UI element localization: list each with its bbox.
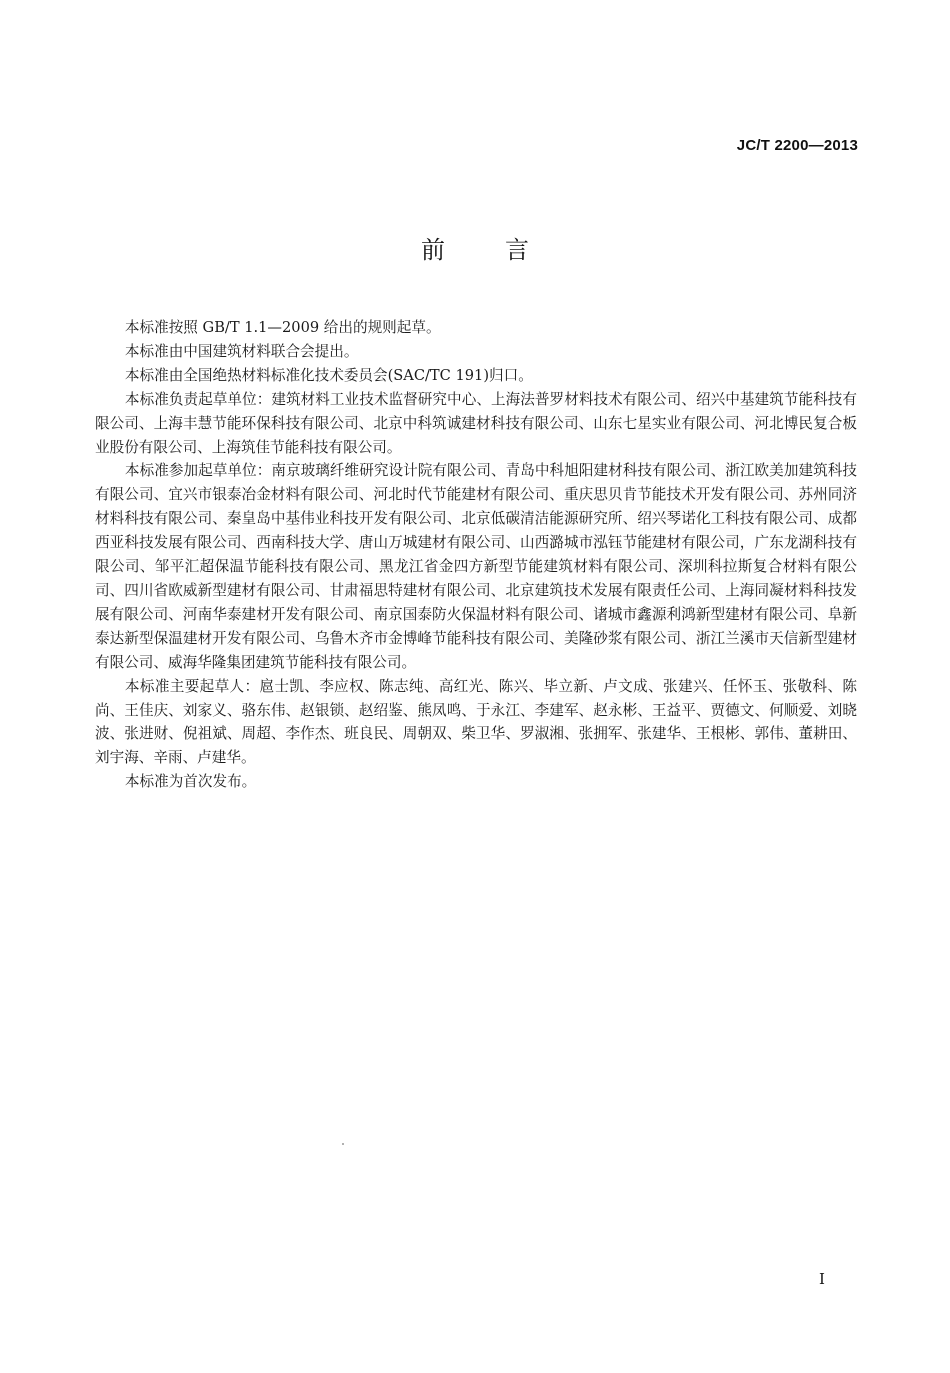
paragraph-under-jurisdiction: 本标准由全国绝热材料标准化技术委员会(SAC/TC 191)归口。: [124, 366, 533, 384]
paragraph-main-drafters: 本标准主要起草人：扈士凯、李应权、陈志纯、高红光、陈兴、毕立新、卢文成、张建兴、任怀玉、张敬科、陈尚、王佳庆、刘家义、骆东伟、赵银锁、赵绍鉴、熊凤鸣、于永江、李建军、赵永彬、王益平、贾德文、何顺爱、刘晓波、张进财、倪祖斌、周超、李作杰、班良民、周朝双、柴卫华、罗淑湘、张拥军、张建华、王根彬、郭伟、董耕田、刘宇海、辛雨、卢建华。: [95, 677, 857, 767]
foreword-body: [95, 316, 857, 794]
standard-code: JC/T 2200—2013: [736, 137, 858, 154]
paragraph-first-release: 本标准为首次发布。: [124, 773, 257, 791]
paragraph-proposed-by: 本标准由中国建筑材料联合会提出。: [124, 342, 359, 360]
paragraph-responsible-units: 本标准负责起草单位：建筑材料工业技术监督研究中心、上海法普罗材料技术有限公司、绍兴中基建筑节能科技有限公司、上海丰慧节能环保科技有限公司、北京中科筑诚建材科技有限公司、山东七星实业有限公司、河北博民复合板业股份有限公司、上海筑佳节能科技有限公司。: [95, 390, 857, 456]
page-title: 前言: [421, 236, 589, 264]
page-number: I: [819, 1270, 825, 1288]
paragraph-participating-units: 本标准参加起草单位：南京玻璃纤维研究设计院有限公司、青岛中科旭阳建材科技有限公司、浙江欧美加建筑科技有限公司、宜兴市银泰冶金材料有限公司、河北时代节能建材有限公司、重庆思贝肯节能技术开发有限公司、苏州同济材料科技有限公司、秦皇岛中基伟业科技开发有限公司、北京低碳清洁能源研究所、绍兴琴诺化工科技有限公司、成都西亚科技发展有限公司、西南科技大学、唐山万城建材有限公司、山西潞城市泓钰节能建材有限公司，广东龙湖科技有限公司、邹平汇超保温节能科技有限公司、黑龙江省金四方新型节能建筑材料有限公司、深圳科拉斯复合材料有限公司、四川省欧威新型建材有限公司、甘肃福思特建材有限公司、北京建筑技术发展有限责任公司、上海同凝材料科技发展有限公司、河南华泰建材开发有限公司、南京国泰防火保温材料有限公司、诸城市鑫源利鸿新型建材有限公司、阜新泰达新型保温建材开发有限公司、乌鲁木齐市金博峰节能科技有限公司、美隆砂浆有限公司、浙江兰溪市天信新型建材有限公司、威海华隆集团建筑节能科技有限公司。: [95, 462, 857, 671]
scan-speck: [342, 1143, 344, 1145]
paragraph-drafting-rules: 本标准按照 GB/T 1.1—2009 给出的规则起草。: [124, 319, 441, 336]
